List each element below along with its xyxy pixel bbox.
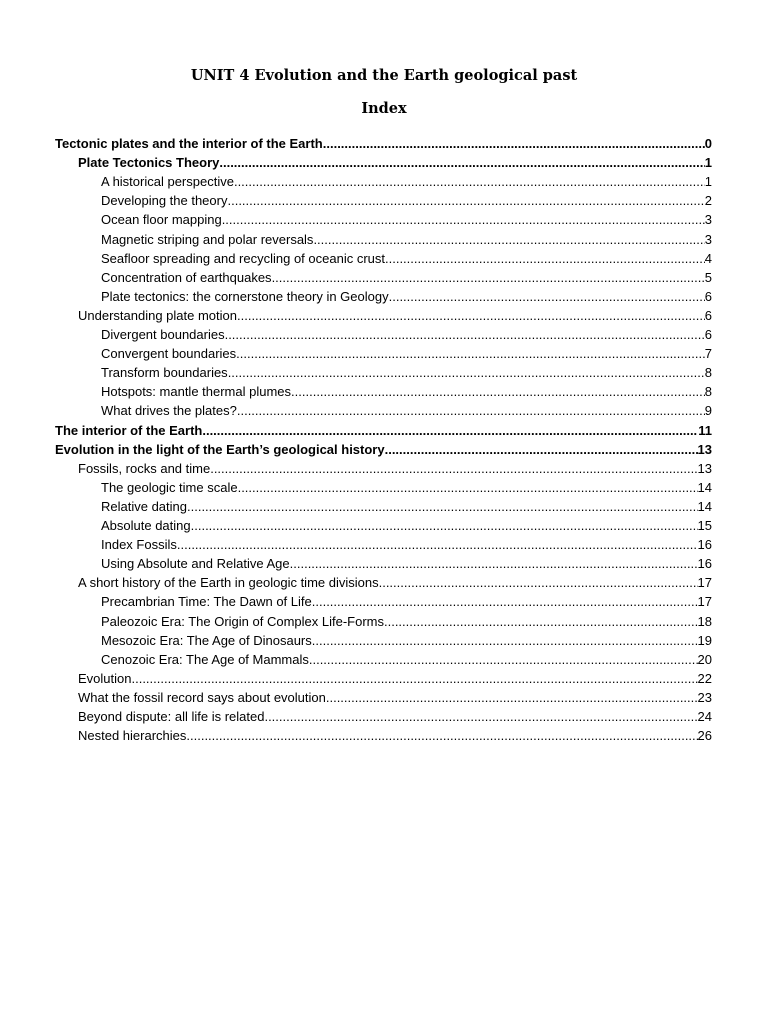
toc-page-number: 13 bbox=[697, 441, 712, 457]
toc-entry[interactable] bbox=[101, 614, 712, 633]
toc-leader-dots bbox=[187, 499, 698, 514]
toc-leader-dots bbox=[313, 232, 704, 247]
toc-entry[interactable] bbox=[101, 289, 712, 308]
toc-page-number: 19 bbox=[697, 632, 712, 648]
toc-entry-label: Hotspots: mantle thermal plumes bbox=[101, 384, 292, 400]
toc-entry[interactable] bbox=[78, 709, 712, 728]
toc-leader-dots bbox=[210, 461, 697, 476]
toc-entry[interactable] bbox=[101, 633, 712, 652]
toc-entry[interactable] bbox=[78, 728, 712, 747]
toc-entry-label: Seafloor spreading and recycling of oceanic crust bbox=[101, 250, 385, 266]
toc-entry[interactable] bbox=[101, 232, 712, 251]
toc-entry[interactable] bbox=[78, 671, 712, 690]
toc-page-number: 8 bbox=[704, 365, 712, 381]
toc-entry[interactable] bbox=[78, 155, 712, 174]
toc-leader-dots bbox=[237, 403, 705, 418]
toc-page-number: 9 bbox=[704, 403, 712, 419]
toc-leader-dots bbox=[291, 384, 705, 399]
toc-leader-dots bbox=[385, 442, 698, 457]
toc-entry-label: What the fossil record says about evolution bbox=[78, 689, 326, 705]
toc-entry[interactable] bbox=[78, 690, 712, 709]
toc-entry[interactable] bbox=[101, 365, 712, 384]
toc-entry-label: Mesozoic Era: The Age of Dinosaurs bbox=[101, 632, 312, 648]
toc-page-number: 23 bbox=[697, 689, 712, 705]
document-title: UNIT 4 Evolution and the Earth geological past bbox=[190, 67, 578, 84]
index-heading: Index bbox=[361, 100, 407, 117]
toc-page-number: 6 bbox=[704, 307, 712, 323]
toc-leader-dots bbox=[309, 652, 698, 667]
toc-leader-dots bbox=[385, 251, 705, 266]
toc-leader-dots bbox=[236, 346, 705, 361]
toc-entry[interactable] bbox=[101, 346, 712, 365]
toc-leader-dots bbox=[312, 633, 698, 648]
toc-entry-label: Developing the theory bbox=[101, 193, 228, 209]
toc-page-number: 0 bbox=[704, 136, 712, 151]
toc-entry-label: Index Fossils bbox=[101, 537, 177, 553]
toc-page-number: 3 bbox=[704, 231, 712, 247]
toc-entry[interactable] bbox=[78, 461, 712, 480]
toc-entry-label: Fossils, rocks and time bbox=[78, 460, 211, 476]
toc-page-number: 18 bbox=[697, 613, 712, 629]
toc-page-number: 13 bbox=[697, 460, 712, 476]
toc-leader-dots bbox=[264, 709, 697, 724]
toc-entry[interactable] bbox=[101, 518, 712, 537]
toc-entry-label: Ocean floor mapping bbox=[101, 212, 222, 228]
toc-entry[interactable] bbox=[101, 537, 712, 556]
toc-leader-dots bbox=[219, 155, 704, 170]
toc-entry-label: Understanding plate motion bbox=[78, 307, 237, 323]
toc-leader-dots bbox=[312, 594, 698, 609]
toc-page-number: 6 bbox=[704, 288, 712, 304]
toc-entry-label: Tectonic plates and the interior of the Earth bbox=[55, 136, 323, 151]
toc-entry[interactable] bbox=[101, 652, 712, 671]
toc-entry[interactable] bbox=[101, 403, 712, 422]
toc-entry-label: Relative dating bbox=[101, 498, 187, 514]
toc-leader-dots bbox=[177, 537, 698, 552]
toc-leader-dots bbox=[131, 671, 697, 686]
toc-leader-dots bbox=[290, 556, 698, 571]
toc-entry-label: Using Absolute and Relative Age bbox=[101, 556, 290, 572]
toc-leader-dots bbox=[272, 270, 705, 285]
toc-leader-dots bbox=[323, 136, 705, 151]
toc-leader-dots bbox=[234, 174, 705, 189]
toc-leader-dots bbox=[237, 308, 705, 323]
toc-page-number: 7 bbox=[704, 346, 712, 362]
toc-entry[interactable] bbox=[101, 384, 712, 403]
toc-entry-label: Transform boundaries bbox=[101, 365, 228, 381]
toc-page-number: 17 bbox=[697, 575, 712, 591]
toc-entry-label: The geologic time scale bbox=[101, 479, 238, 495]
toc-leader-dots bbox=[227, 193, 704, 208]
toc-page-number: 26 bbox=[697, 728, 712, 744]
toc-page-number: 16 bbox=[697, 537, 712, 553]
toc-entry[interactable] bbox=[101, 480, 712, 499]
toc-entry-label: Concentration of earthquakes bbox=[101, 269, 272, 285]
toc-entry[interactable] bbox=[101, 499, 712, 518]
toc-leader-dots bbox=[191, 518, 698, 533]
toc-entry[interactable] bbox=[101, 594, 712, 613]
toc-entry-label: Beyond dispute: all life is related bbox=[78, 709, 265, 724]
toc-leader-dots bbox=[379, 575, 698, 590]
toc-page-number: 1 bbox=[704, 174, 712, 190]
toc-page-number: 1 bbox=[704, 155, 712, 171]
toc-entry-label: Nested hierarchies bbox=[78, 728, 187, 744]
toc-entry[interactable] bbox=[78, 308, 712, 327]
toc-page-number: 8 bbox=[704, 384, 712, 400]
toc-entry-label: The interior of the Earth bbox=[55, 422, 203, 438]
toc-entry-label: Evolution bbox=[78, 670, 132, 686]
toc-entry[interactable] bbox=[78, 575, 712, 594]
toc-entry[interactable] bbox=[101, 327, 712, 346]
toc-entry-label: Absolute dating bbox=[101, 518, 191, 533]
toc-entry-label: Paleozoic Era: The Origin of Complex Life-Forms bbox=[101, 613, 384, 629]
toc-page-number: 6 bbox=[704, 327, 712, 342]
toc-leader-dots bbox=[186, 728, 697, 743]
toc-page-number: 4 bbox=[704, 250, 712, 266]
toc-leader-dots bbox=[389, 289, 705, 304]
toc-entry-label: Divergent boundaries bbox=[101, 327, 225, 342]
toc-leader-dots bbox=[238, 480, 698, 495]
toc-entry[interactable] bbox=[101, 174, 712, 193]
toc-entry-label: A short history of the Earth in geologic time divisions bbox=[78, 575, 379, 591]
toc-page-number: 11 bbox=[698, 422, 712, 438]
toc-page-number: 14 bbox=[697, 498, 712, 514]
toc-page-number: 3 bbox=[704, 212, 712, 228]
toc-entry-label: Cenozoic Era: The Age of Mammals bbox=[101, 651, 309, 667]
toc-page-number: 14 bbox=[697, 479, 712, 495]
toc-entry[interactable] bbox=[101, 556, 712, 575]
toc-page-number: 17 bbox=[697, 594, 712, 610]
toc-entry-label: What drives the plates? bbox=[101, 403, 237, 419]
toc-leader-dots bbox=[225, 327, 705, 342]
toc-entry[interactable] bbox=[101, 251, 712, 270]
toc-leader-dots bbox=[222, 212, 705, 227]
toc-entry[interactable] bbox=[101, 270, 712, 289]
toc-entry-label: Convergent boundaries bbox=[101, 346, 237, 362]
toc-page-number: 24 bbox=[697, 709, 712, 724]
toc-page-number: 20 bbox=[697, 651, 712, 667]
toc-entry-label: Precambrian Time: The Dawn of Life bbox=[101, 594, 312, 610]
toc-entry[interactable] bbox=[101, 212, 712, 231]
toc-leader-dots bbox=[384, 614, 698, 629]
toc-page-number: 2 bbox=[704, 193, 712, 209]
toc-page-number: 16 bbox=[697, 556, 712, 572]
toc-entry-label: Magnetic striping and polar reversals bbox=[101, 231, 314, 247]
toc-leader-dots bbox=[202, 423, 698, 438]
toc-page-number: 22 bbox=[697, 670, 712, 686]
toc-entry[interactable] bbox=[55, 136, 712, 155]
toc-entry[interactable] bbox=[55, 423, 712, 442]
toc-entry[interactable] bbox=[101, 193, 712, 212]
toc-page-number: 15 bbox=[697, 518, 712, 533]
toc-entry-label: Plate Tectonics Theory bbox=[78, 155, 220, 171]
toc-page-number: 5 bbox=[704, 269, 712, 285]
toc-entry-label: Plate tectonics: the cornerstone theory in Geology bbox=[101, 288, 389, 304]
toc-leader-dots bbox=[228, 365, 705, 380]
toc-entry[interactable] bbox=[55, 442, 712, 461]
toc-entry-label: A historical perspective bbox=[101, 174, 234, 190]
toc-entry-label: Evolution in the light of the Earth’s geological history bbox=[55, 441, 385, 457]
toc-leader-dots bbox=[326, 690, 698, 705]
